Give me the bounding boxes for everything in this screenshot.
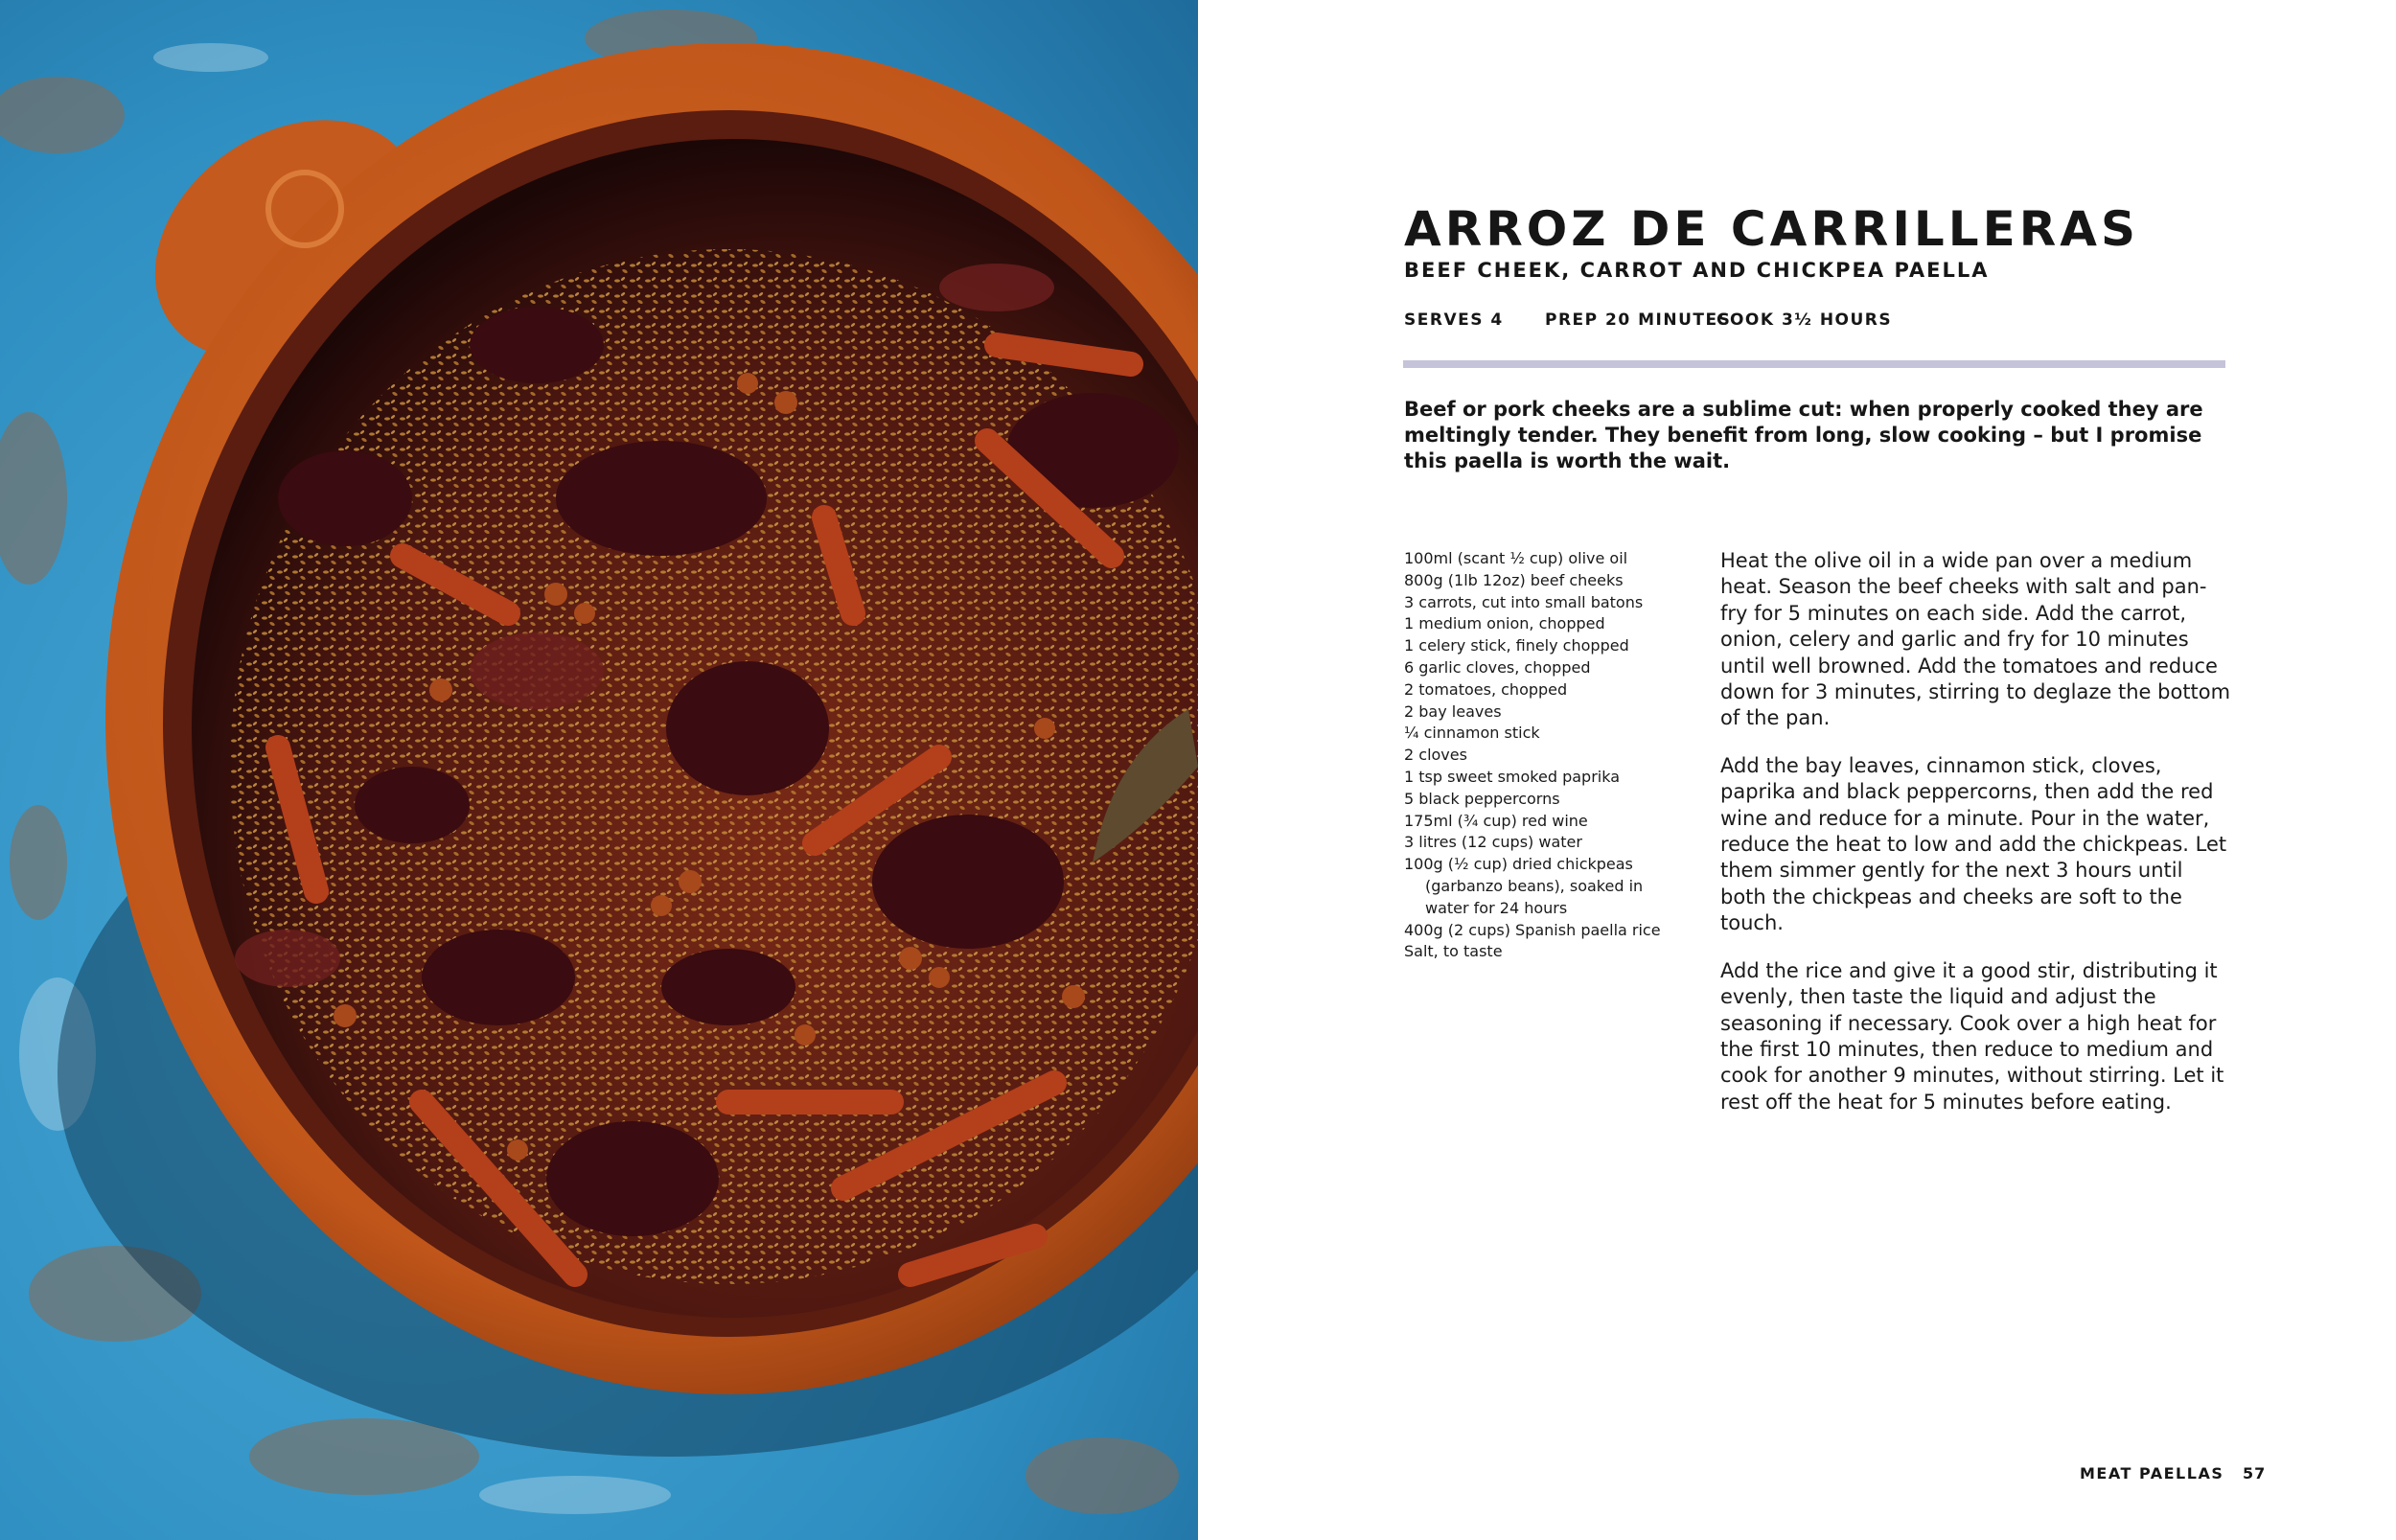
ingredient-item: 6 garlic cloves, chopped [1404,657,1591,677]
ingredient-item: 800g (1lb 12oz) beef cheeks [1404,570,1624,589]
page-number: 57 [2243,1464,2267,1483]
method-section [1720,548,2233,1137]
ingredients-list [1404,548,1682,963]
method-step: Add the bay leaves, cinnamon stick, cloves, paprika and black peppercorns, then add the red wine and reduce for a minute. Pour in the water, reduce the heat to low and add the chickpeas. Let them simmer gently for the next 3 hours until both the chickpeas and cheeks are soft to the touch. [1720,753,2227,935]
ingredient-item: Salt, to taste [1404,942,1503,961]
ingredient-item: 175ml (¾ cup) red wine [1404,811,1588,830]
ingredient-item: ¼ cinnamon stick [1404,724,1540,743]
ingredient-item: 1 celery stick, finely chopped [1404,636,1629,655]
ingredient-item: 100ml (scant ½ cup) olive oil [1404,549,1628,567]
recipe-title: ARROZ DE CARRILLERAS [1404,201,2140,257]
prep-time: PREP 20 MINUTES [1545,310,1732,330]
ingredient-item: 5 black peppercorns [1404,789,1560,808]
ingredient-item: 3 carrots, cut into small batons [1404,592,1644,611]
ingredient-item: 400g (2 cups) Spanish paella rice [1404,920,1661,939]
recipe-page [1198,0,2396,1540]
footer-section-name: MEAT PAELLAS [2080,1464,2224,1483]
method-step: Heat the olive oil in a wide pan over a medium heat. Season the beef cheeks with salt and pan-fry for 5 minutes on each side. Add the carrot, onion, celery and garlic and fry for 10 minutes until well browned. Add the tomatoes and reduce down for 3 minutes, stirring to deglaze the bottom of the pan. [1720,549,2231,730]
recipe-subtitle: BEEF CHEEK, CARROT AND CHICKPEA PAELLA [1404,259,1990,282]
serves-info: SERVES 4 [1404,310,1504,330]
ingredient-item: 100g (½ cup) dried chickpeas [1404,855,1633,874]
divider-rule [1403,360,2225,368]
ingredient-item-continued: water for 24 hours [1425,898,1568,917]
ingredient-item: 2 cloves [1404,746,1467,765]
ingredient-item: 3 litres (12 cups) water [1404,833,1582,852]
ingredient-item: 2 tomatoes, chopped [1404,679,1568,699]
ingredient-item: 1 medium onion, chopped [1404,614,1605,633]
ingredient-item-continued: (garbanzo beans), soaked in [1425,876,1644,895]
ingredient-item: 1 tsp sweet smoked paprika [1404,767,1621,786]
cook-time: COOK 3½ HOURS [1716,310,1893,330]
method-step: Add the rice and give it a good stir, distributing it evenly, then taste the liquid and adjust the seasoning if necessary. Cook over a high heat for the first 10 minutes, then reduce to medium and cook for another 9 minutes, without stirring. Let it rest off the heat for 5 minutes before eating. [1720,958,2224,1114]
recipe-intro: Beef or pork cheeks are a sublime cut: when properly cooked they are meltingly tender. They benefit from long, slow cooking – but I promise this paella is worth the wait. [1404,398,2203,472]
ingredient-item: 2 bay leaves [1404,701,1502,721]
